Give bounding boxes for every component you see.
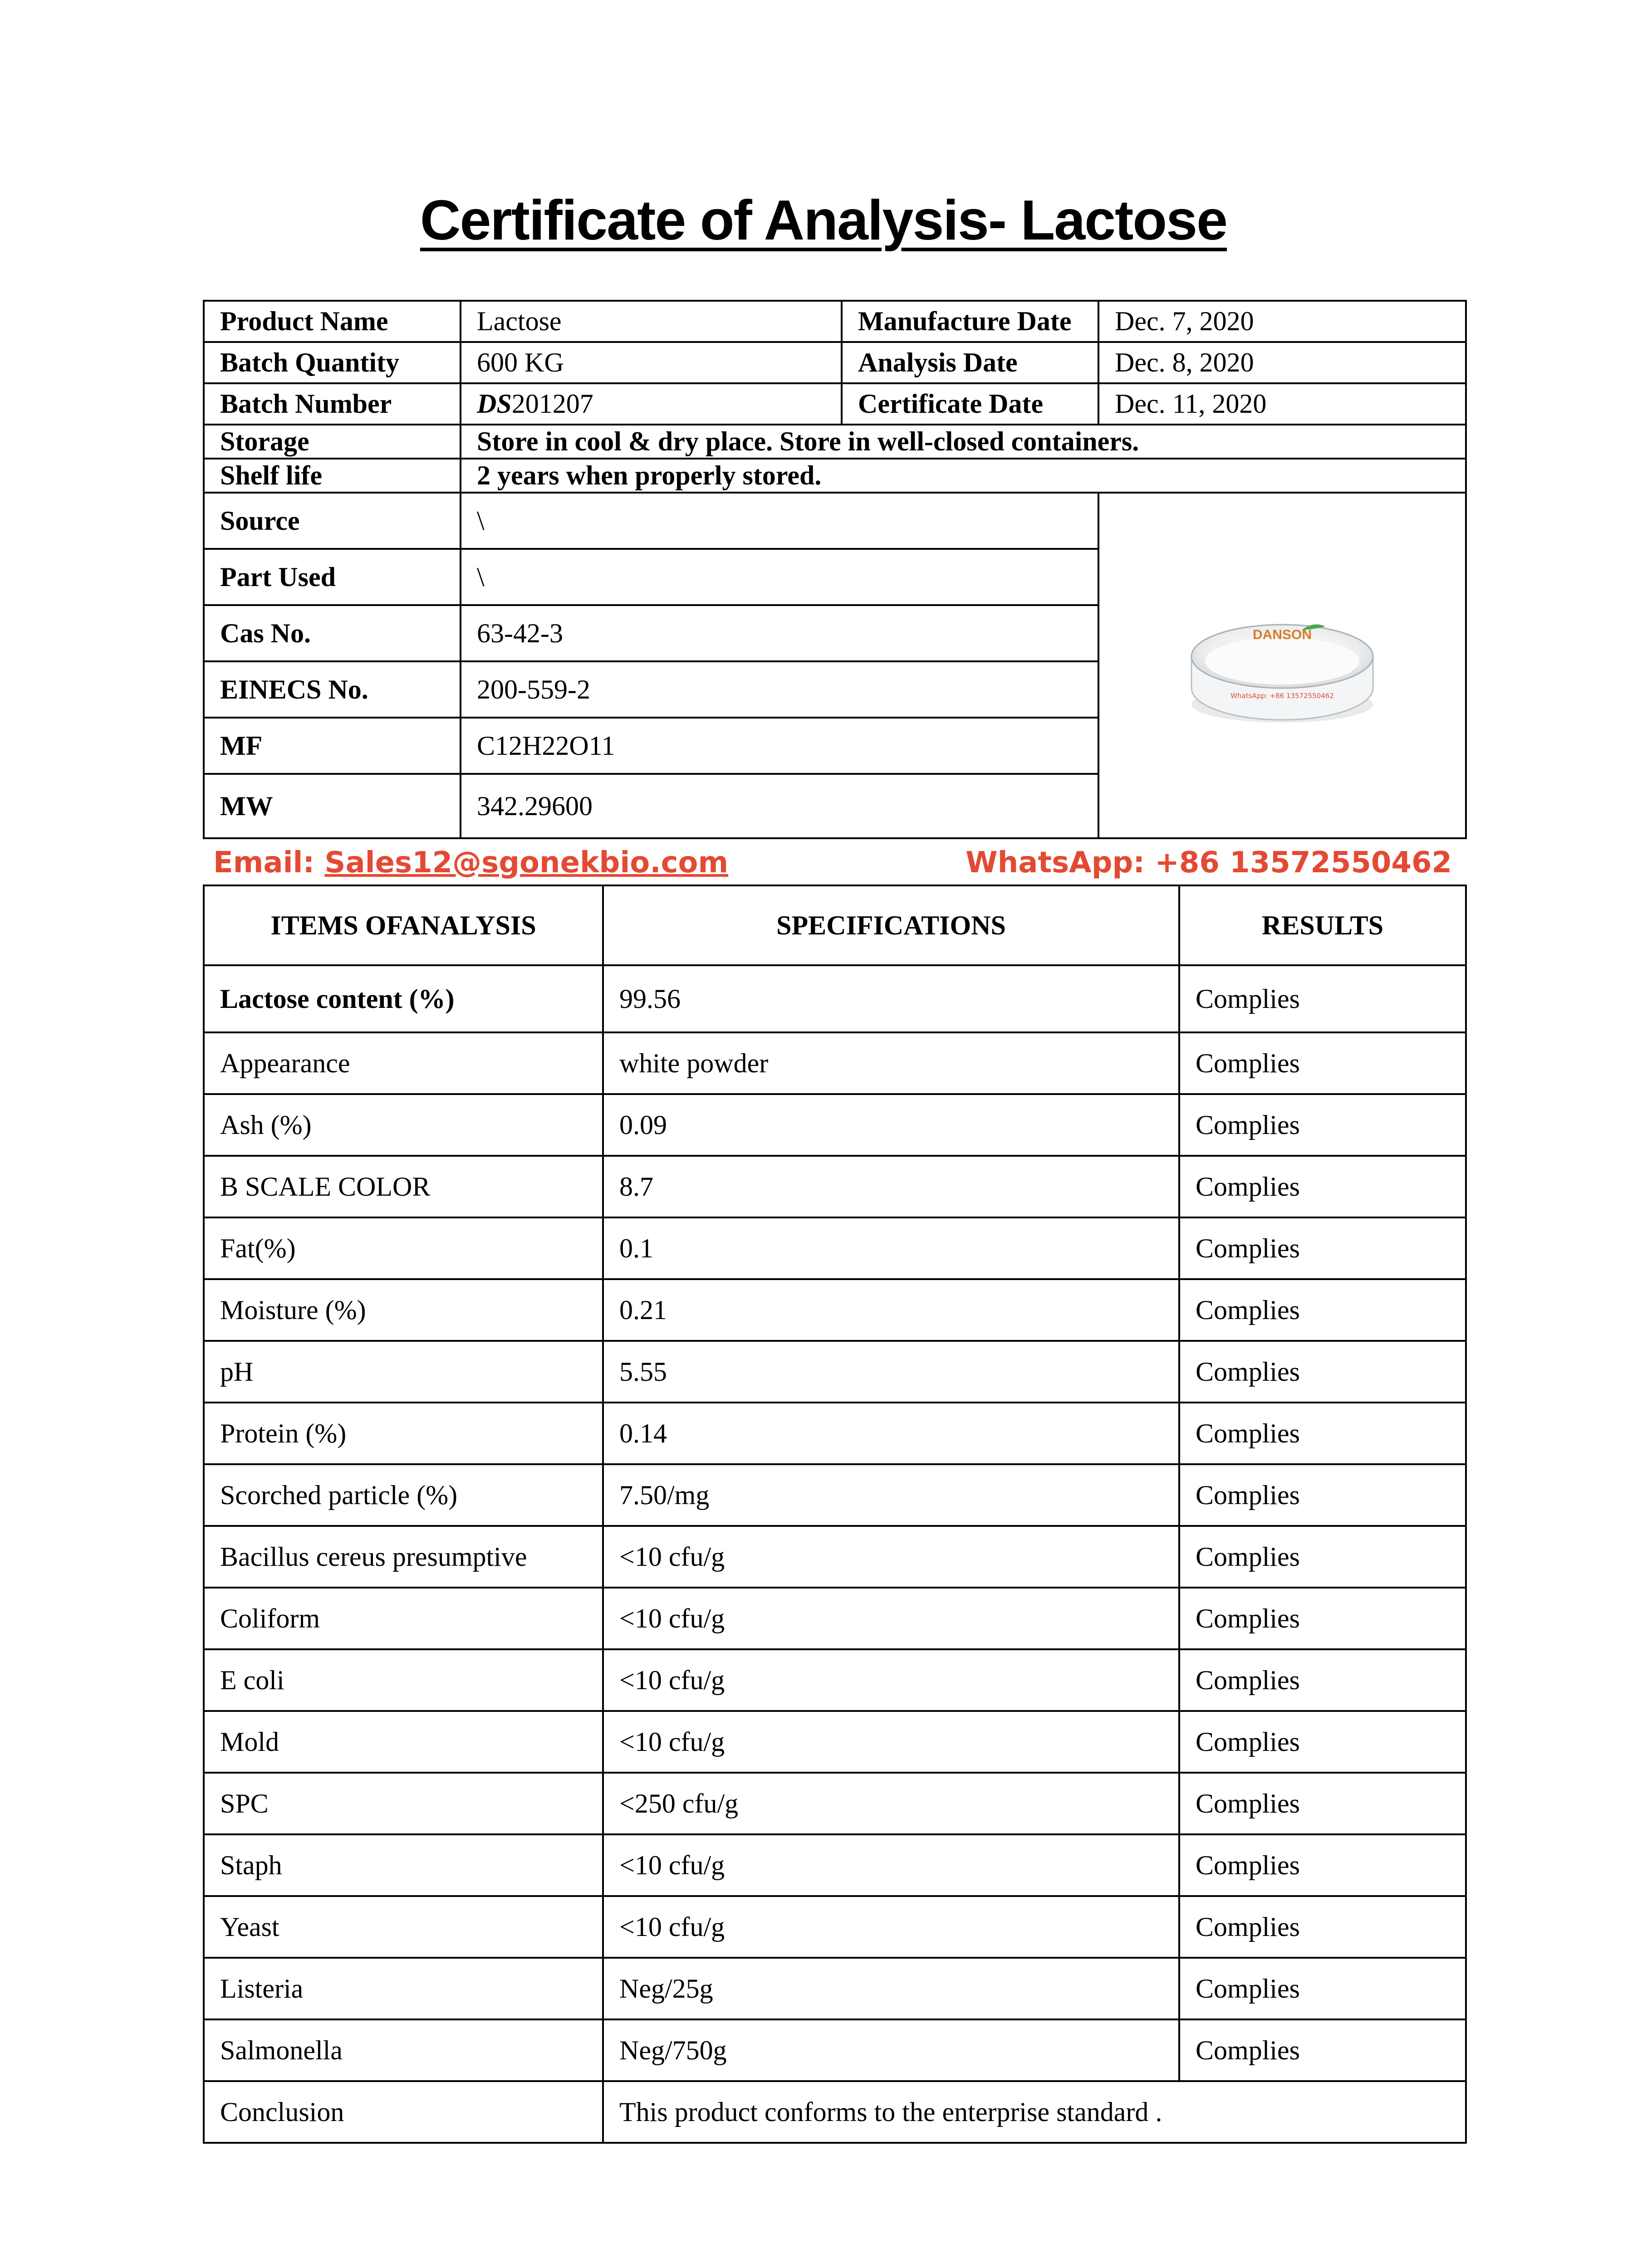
analysis-spec-cell: <250 cfu/g xyxy=(603,1773,1179,1834)
petri-dish-powder-icon xyxy=(1185,597,1380,733)
analysis-spec-cell: <10 cfu/g xyxy=(603,1588,1179,1649)
analysis-row xyxy=(204,965,1466,1032)
analysis-row xyxy=(204,1217,1466,1279)
info-row xyxy=(204,342,1466,383)
product-name-value: Lactose xyxy=(461,301,842,342)
analysis-result-cell: Complies xyxy=(1179,965,1466,1032)
analysis-table xyxy=(203,885,1467,2144)
analysis-row xyxy=(204,1464,1466,1526)
analysis-item-cell: Yeast xyxy=(204,1896,603,1958)
analysis-item-cell: Listeria xyxy=(204,1958,603,2019)
email-label: Email: xyxy=(213,846,325,880)
analysis-row xyxy=(204,1773,1466,1834)
analysis-spec-cell: 5.55 xyxy=(603,1341,1179,1403)
analysis-item-cell: SPC xyxy=(204,1773,603,1834)
analysis-result-cell: Complies xyxy=(1179,1896,1466,1958)
analysis-row xyxy=(204,1094,1466,1156)
analysis-row xyxy=(204,1588,1466,1649)
analysis-row xyxy=(204,1958,1466,2019)
analysis-row xyxy=(204,1526,1466,1588)
page-title: Certificate of Analysis- Lactose xyxy=(420,189,1227,252)
analysis-spec-cell: 8.7 xyxy=(603,1156,1179,1217)
analysis-spec-cell: 0.1 xyxy=(603,1217,1179,1279)
analysis-result-cell: Complies xyxy=(1179,1217,1466,1279)
einecs-value: 200-559-2 xyxy=(461,661,1098,718)
analysis-result-cell: Complies xyxy=(1179,1649,1466,1711)
analysis-item-cell: Ash (%) xyxy=(204,1094,603,1156)
analysis-result-cell: Complies xyxy=(1179,1464,1466,1526)
analysis-rows xyxy=(204,965,1466,2143)
analysis-item-cell: Staph xyxy=(204,1834,603,1896)
analysis-item-cell: Mold xyxy=(204,1711,603,1773)
mw-value: 342.29600 xyxy=(461,774,1098,838)
analysis-item-cell: Fat(%) xyxy=(204,1217,603,1279)
batch-number-digits: 201207 xyxy=(511,389,593,419)
analysis-item-cell: Appearance xyxy=(204,1032,603,1094)
contact-line xyxy=(213,846,1452,882)
analysis-item-cell: E coli xyxy=(204,1649,603,1711)
analysis-item-cell: Protein (%) xyxy=(204,1403,603,1464)
analysis-row xyxy=(204,1649,1466,1711)
part-used-value: \ xyxy=(461,549,1098,605)
mw-label: MW xyxy=(204,774,461,838)
analysis-date-label: Analysis Date xyxy=(842,342,1098,383)
storage-value: Store in cool & dry place. Store in well-closed containers. xyxy=(461,425,1466,459)
analysis-result-cell: Complies xyxy=(1179,1526,1466,1588)
batch-number-label: Batch Number xyxy=(204,383,461,425)
analysis-row xyxy=(204,1403,1466,1464)
analysis-result-cell: Complies xyxy=(1179,1834,1466,1896)
email-link[interactable]: Sales12@sgonekbio.com xyxy=(324,846,729,880)
storage-label: Storage xyxy=(204,425,461,459)
certificate-date-label: Certificate Date xyxy=(842,383,1098,425)
info-row xyxy=(204,383,1466,425)
cas-label: Cas No. xyxy=(204,605,461,661)
analysis-row xyxy=(204,2019,1466,2081)
analysis-row xyxy=(204,1896,1466,1958)
part-used-label: Part Used xyxy=(204,549,461,605)
analysis-item-cell: Moisture (%) xyxy=(204,1279,603,1341)
analysis-row xyxy=(204,1156,1466,1217)
analysis-result-cell: Complies xyxy=(1179,1156,1466,1217)
analysis-spec-cell: 0.14 xyxy=(603,1403,1179,1464)
batch-number-value xyxy=(461,383,842,425)
analysis-row xyxy=(204,1834,1466,1896)
batch-number-prefix: DS xyxy=(477,389,512,419)
einecs-label: EINECS No. xyxy=(204,661,461,718)
specifications-header: SPECIFICATIONS xyxy=(603,885,1179,965)
info-row xyxy=(204,301,1466,342)
analysis-result-cell: Complies xyxy=(1179,1279,1466,1341)
analysis-item-cell: Salmonella xyxy=(204,2019,603,2081)
analysis-result-cell: Complies xyxy=(1179,1403,1466,1464)
manufacture-date-value: Dec. 7, 2020 xyxy=(1098,301,1466,342)
analysis-spec-cell: <10 cfu/g xyxy=(603,1526,1179,1588)
analysis-row xyxy=(204,1032,1466,1094)
analysis-spec-cell: <10 cfu/g xyxy=(603,1711,1179,1773)
info-row xyxy=(204,425,1466,459)
conclusion-value: This product conforms to the enterprise standard . xyxy=(603,2081,1466,2143)
source-value: \ xyxy=(461,493,1098,549)
analysis-header-row xyxy=(204,885,1466,965)
certificate-date-value: Dec. 11, 2020 xyxy=(1098,383,1466,425)
analysis-result-cell: Complies xyxy=(1179,1032,1466,1094)
whatsapp-contact: WhatsApp: +86 13572550462 xyxy=(966,846,1452,880)
analysis-item-cell: Bacillus cereus presumptive xyxy=(204,1526,603,1588)
analysis-spec-cell: Neg/750g xyxy=(603,2019,1179,2081)
shelf-life-label: Shelf life xyxy=(204,459,461,493)
shelf-life-value: 2 years when properly stored. xyxy=(461,459,1466,493)
photo-watermark: WhatsApp: +86 13572550462 xyxy=(1230,692,1334,700)
product-photo-cell xyxy=(1098,493,1466,838)
manufacture-date-label: Manufacture Date xyxy=(842,301,1098,342)
source-label: Source xyxy=(204,493,461,549)
brand-logo-text: DANSON xyxy=(1252,627,1312,642)
analysis-result-cell: Complies xyxy=(1179,1711,1466,1773)
analysis-result-cell: Complies xyxy=(1179,1588,1466,1649)
conclusion-row xyxy=(204,2081,1466,2143)
conclusion-label: Conclusion xyxy=(204,2081,603,2143)
analysis-spec-cell: 0.09 xyxy=(603,1094,1179,1156)
analysis-row xyxy=(204,1279,1466,1341)
powder-mound xyxy=(1205,637,1359,684)
analysis-result-cell: Complies xyxy=(1179,1094,1466,1156)
analysis-spec-cell: <10 cfu/g xyxy=(603,1834,1179,1896)
analysis-result-cell: Complies xyxy=(1179,2019,1466,2081)
analysis-item-cell: Scorched particle (%) xyxy=(204,1464,603,1526)
analysis-result-cell: Complies xyxy=(1179,1958,1466,2019)
product-info-table xyxy=(203,300,1467,839)
batch-quantity-label: Batch Quantity xyxy=(204,342,461,383)
analysis-result-cell: Complies xyxy=(1179,1341,1466,1403)
info-row xyxy=(204,493,1466,549)
product-name-label: Product Name xyxy=(204,301,461,342)
info-row xyxy=(204,459,1466,493)
analysis-row xyxy=(204,1341,1466,1403)
items-header: ITEMS OFANALYSIS xyxy=(204,885,603,965)
analysis-spec-cell: Neg/25g xyxy=(603,1958,1179,2019)
analysis-spec-cell: 99.56 xyxy=(603,965,1179,1032)
analysis-item-cell: Lactose content (%) xyxy=(204,965,603,1032)
analysis-spec-cell: <10 cfu/g xyxy=(603,1649,1179,1711)
analysis-item-cell: B SCALE COLOR xyxy=(204,1156,603,1217)
analysis-item-cell: Coliform xyxy=(204,1588,603,1649)
mf-label: MF xyxy=(204,718,461,774)
analysis-item-cell: pH xyxy=(204,1341,603,1403)
analysis-row xyxy=(204,1711,1466,1773)
batch-quantity-value: 600 KG xyxy=(461,342,842,383)
mf-value: C12H22O11 xyxy=(461,718,1098,774)
analysis-spec-cell: 0.21 xyxy=(603,1279,1179,1341)
cas-value: 63-42-3 xyxy=(461,605,1098,661)
email-contact xyxy=(213,846,728,880)
analysis-result-cell: Complies xyxy=(1179,1773,1466,1834)
analysis-spec-cell: white powder xyxy=(603,1032,1179,1094)
analysis-spec-cell: 7.50/mg xyxy=(603,1464,1179,1526)
results-header: RESULTS xyxy=(1179,885,1466,965)
analysis-date-value: Dec. 8, 2020 xyxy=(1098,342,1466,383)
analysis-spec-cell: <10 cfu/g xyxy=(603,1896,1179,1958)
